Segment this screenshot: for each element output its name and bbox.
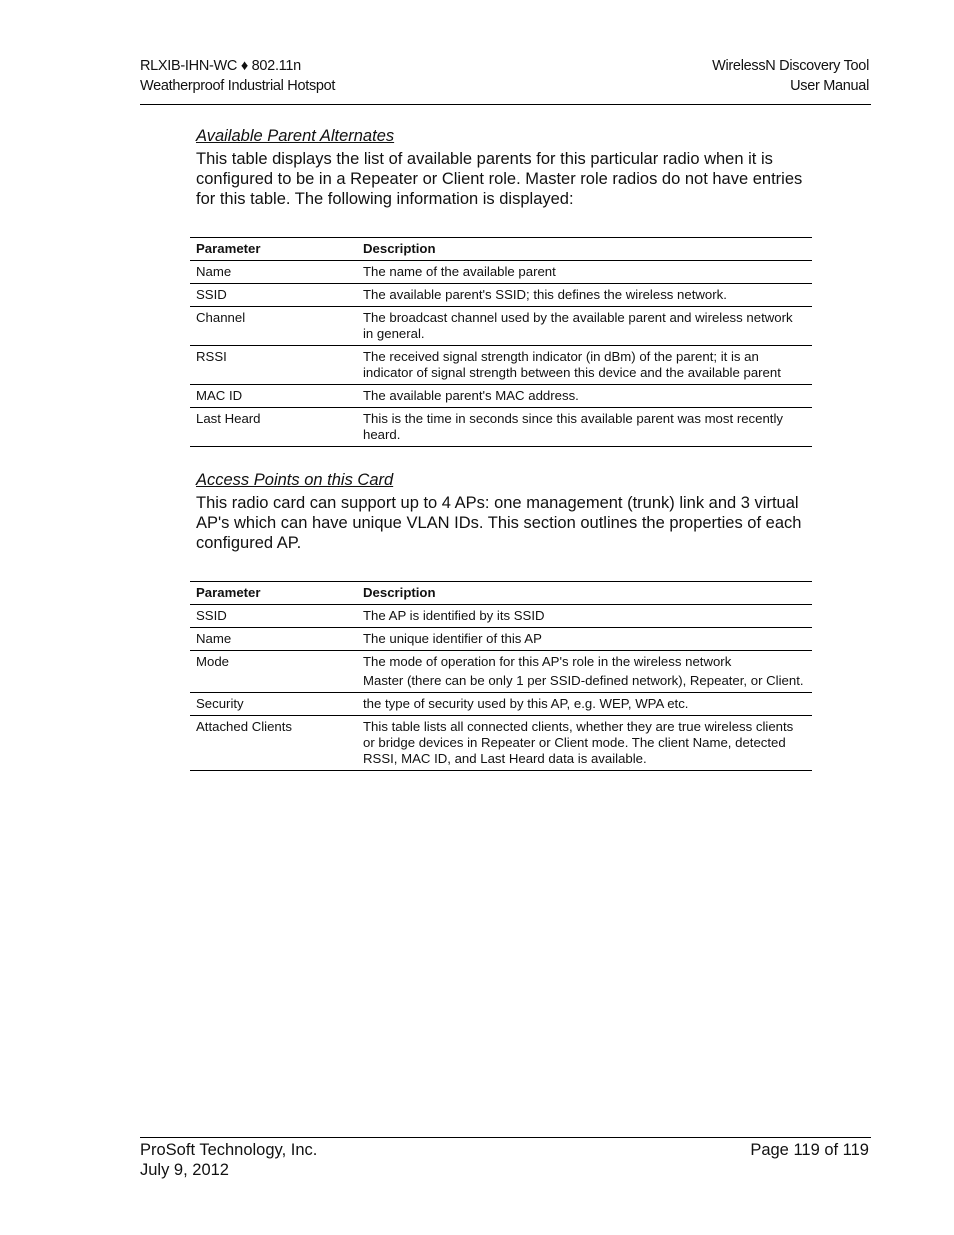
column-header-parameter: Parameter	[190, 238, 357, 261]
document-title: WirelessN Discovery Tool	[712, 58, 869, 74]
parameter-cell: Security	[190, 693, 357, 716]
table-row	[190, 605, 812, 628]
table-header-row	[190, 582, 812, 605]
section-intro: This radio card can support up to 4 APs: one management (trunk) link and 3 virtual AP's which can have unique VLAN IDs. This section outlines the properties of each configured AP.	[196, 494, 802, 552]
publication-date: July 9, 2012	[140, 1161, 229, 1179]
company-name: ProSoft Technology, Inc.	[140, 1141, 318, 1159]
description-cell: The unique identifier of this AP	[357, 628, 812, 651]
description-cell: The available parent's SSID; this defines the wireless network.	[357, 284, 812, 307]
page-number: Page 119 of 119	[750, 1141, 869, 1159]
parameter-cell: SSID	[190, 284, 357, 307]
document-type: User Manual	[790, 78, 869, 94]
table-row	[190, 307, 812, 346]
footer-right	[750, 1140, 869, 1160]
parameter-cell: MAC ID	[190, 385, 357, 408]
description-cell: The AP is identified by its SSID	[357, 605, 812, 628]
parameter-cell: Name	[190, 628, 357, 651]
parameter-cell: Attached Clients	[190, 716, 357, 771]
section-available-parent-alternates	[190, 125, 812, 447]
parameter-cell: Mode	[190, 651, 357, 693]
access-points-table	[190, 581, 812, 771]
table-row	[190, 628, 812, 651]
page-content	[190, 125, 812, 771]
section-heading: Access Points on this Card	[196, 471, 394, 489]
description-cell	[357, 651, 812, 693]
column-header-description: Description	[357, 582, 812, 605]
table-row	[190, 385, 812, 408]
parent-alternates-table	[190, 237, 812, 447]
product-code: RLXIB-IHN-WC ♦ 802.11n	[140, 58, 301, 74]
description-cell: The broadcast channel used by the available parent and wireless network in general.	[357, 307, 812, 346]
description-line: Master (there can be only 1 per SSID-defined network), Repeater, or Client.	[363, 673, 804, 688]
table-row	[190, 716, 812, 771]
description-cell: This is the time in seconds since this available parent was most recently heard.	[357, 408, 812, 447]
section-intro: This table displays the list of available parents for this particular radio when it is configured to be in a Repeater or Client role. Master role radios do not have entries for this table. The following information is displayed:	[196, 150, 803, 208]
description-cell: The available parent's MAC address.	[357, 385, 812, 408]
table-row	[190, 261, 812, 284]
table-row	[190, 408, 812, 447]
parameter-cell: SSID	[190, 605, 357, 628]
table-header-row	[190, 238, 812, 261]
product-name: Weatherproof Industrial Hotspot	[140, 78, 336, 94]
description-cell: The received signal strength indicator (in dBm) of the parent; it is an indicator of signal strength between this device and the available parent	[357, 346, 812, 385]
description-cell: This table lists all connected clients, whether they are true wireless clients or bridge devices in Repeater or Client mode. The client Name, detected RSSI, MAC ID, and Last Heard data is available.	[357, 716, 812, 771]
parameter-cell: RSSI	[190, 346, 357, 385]
header-right	[712, 56, 869, 96]
parameter-cell: Channel	[190, 307, 357, 346]
section-heading: Available Parent Alternates	[196, 127, 395, 145]
parameter-cell: Last Heard	[190, 408, 357, 447]
description-line: The mode of operation for this AP's role in the wireless network	[363, 654, 732, 669]
column-header-description: Description	[357, 238, 812, 261]
table-row	[190, 693, 812, 716]
page-footer	[140, 1137, 871, 1179]
table-row	[190, 346, 812, 385]
header-left	[140, 56, 335, 96]
footer-left	[140, 1140, 317, 1180]
column-header-parameter: Parameter	[190, 582, 357, 605]
table-row	[190, 284, 812, 307]
parameter-cell: Name	[190, 261, 357, 284]
table-row	[190, 651, 812, 693]
section-access-points-on-card	[190, 469, 812, 771]
description-cell: The name of the available parent	[357, 261, 812, 284]
page-header	[140, 56, 871, 105]
description-cell: the type of security used by this AP, e.g. WEP, WPA etc.	[357, 693, 812, 716]
